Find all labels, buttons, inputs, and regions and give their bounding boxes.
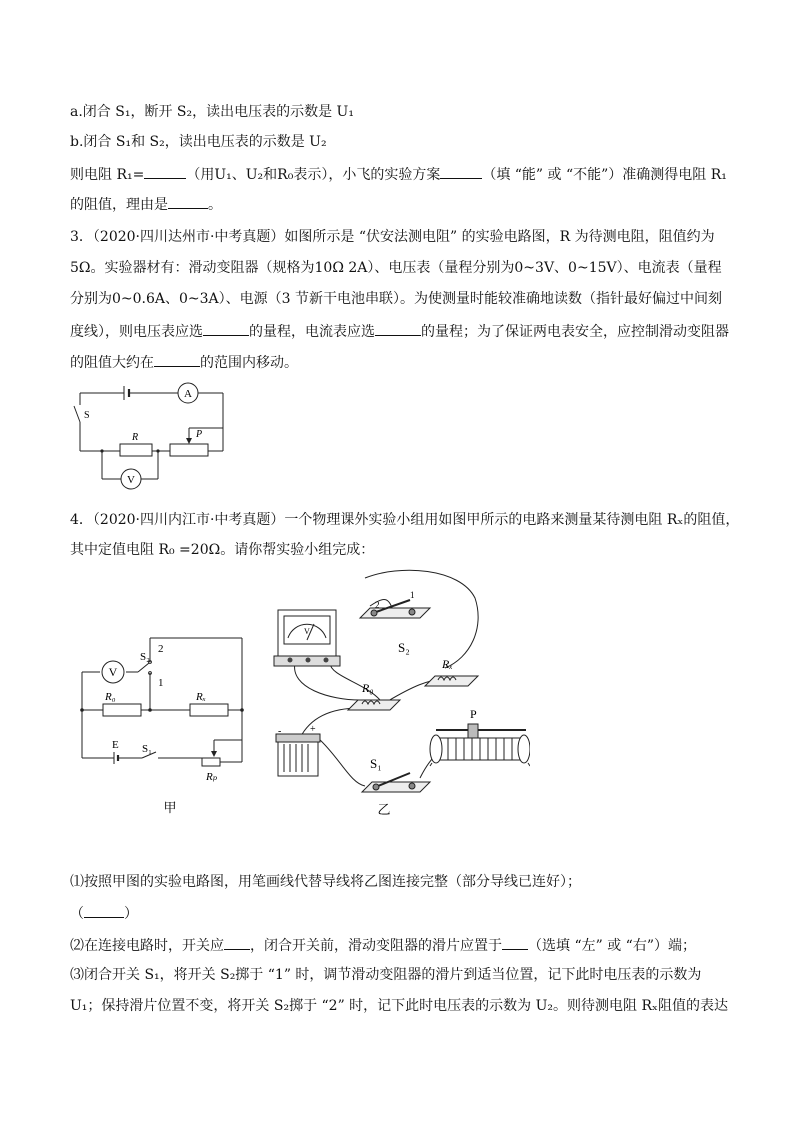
- q3-line-2: 5Ω。实验器材有：滑动变阻器（规格为10Ω 2A）、电压表（量程分别为0~3V、0~15V）、电流表（量程: [70, 260, 722, 276]
- switch-s2: [360, 590, 430, 618]
- yi-r0-label: R₀: [362, 681, 374, 695]
- q3-line-1: 3．（2020·四川达州市·中考真题）如图所示是 “伏安法测电阻” 的实验电路图，R 为待测电阻，阻值约为: [70, 229, 715, 245]
- q4-sub3-line-2: U₁；保持滑片位置不变，将开关 S₂掷于 “2” 时，记下此时电压表的示数为 U₂。则待测电阻 Rₓ阻值的表达: [70, 998, 728, 1014]
- q4-sub1-answer: [70, 903, 138, 923]
- yi-caption: 乙: [377, 802, 391, 817]
- q3-text-4a: 度线），则电压表应选: [70, 324, 203, 340]
- battery-pack: [276, 724, 320, 776]
- jia-e-label: E: [112, 739, 119, 751]
- svg-text:-: -: [278, 726, 282, 737]
- q3-text-4b: 的量程，电流表应选: [249, 324, 375, 340]
- q2-result-line: [70, 164, 727, 184]
- q2-step-a: a.闭合 S₁，断开 S₂，读出电压表的示数是 U₁: [70, 104, 354, 120]
- q4-sub2-text-c: （选填 “左” 或 “右”）端；: [528, 938, 696, 954]
- q4-sub1: ⑴按照甲图的实验电路图，用笔画线代替导线将乙图连接完整（部分导线已连好）；: [70, 874, 581, 890]
- answer-blank[interactable]: [144, 164, 186, 179]
- q4-apparatus-yi: [270, 568, 530, 820]
- q3-text-4c: 的量程；为了保证两电表安全，应控制滑动变阻器: [421, 324, 729, 340]
- yi-s2-pos1: 1: [410, 590, 415, 600]
- q3-circuit-diagram: [60, 378, 240, 496]
- q4-line-1: 4．（2020·四川内江市·中考真题）一个物理课外实验小组用如图甲所示的电路来测量某待测电阻 Rₓ的阻值，: [70, 512, 740, 528]
- q3-line-4: [70, 321, 729, 341]
- q3-switch-label: S: [84, 410, 90, 421]
- jia-rp-label: Rₚ: [206, 771, 218, 783]
- q3-line-3: 分别为0~0.6A、0~3A）、电源（3 节新干电池串联）。为使测量时能较准确地读数（指针最好偏过中间刻: [70, 291, 723, 307]
- answer-blank[interactable]: [203, 321, 249, 336]
- answer-blank[interactable]: [168, 194, 208, 209]
- yi-s2-label: S₂: [398, 640, 410, 655]
- answer-blank[interactable]: [84, 903, 124, 918]
- q2-reason-line: [70, 194, 222, 214]
- q3-text-5a: 的阻值大约在: [70, 355, 154, 371]
- q3-text-5b: 的范围内移动。: [200, 355, 298, 371]
- q4-line-2: 其中定值电阻 R₀ =20Ω。请你帮实验小组完成：: [70, 542, 375, 558]
- q3-slider-label: P: [196, 429, 203, 440]
- q2-result-text-2: （用U₁、U₂和R₀表示），小飞的实验方案: [186, 167, 441, 183]
- q2-result-text-3: （填 “能” 或 “不能”）准确测得电阻 R₁: [482, 167, 727, 183]
- switch-s1: [362, 773, 430, 792]
- q4-sub2-text-a: ⑵在连接电路时，开关应: [70, 938, 224, 954]
- q4-sub2-text-b: ，闭合开关前，滑动变阻器的滑片应置于: [250, 938, 502, 954]
- q2-result-text-1: 则电阻 R₁=: [70, 167, 145, 183]
- yi-s2-pos2: 2: [375, 600, 380, 610]
- q3-voltmeter-label: V: [127, 474, 135, 486]
- jia-rx-label: Rₓ: [196, 691, 206, 703]
- jia-s1-label: S₁: [142, 743, 152, 755]
- rheostat: [430, 724, 530, 766]
- q4-sub3-line-1: ⑶闭合开关 S₁，将开关 S₂掷于 “1” 时，调节滑动变阻器的滑片到适当位置，记下此时电压表的示数为: [70, 967, 702, 983]
- q3-resistor-label: R: [132, 432, 139, 443]
- yi-voltmeter-v: V: [304, 627, 310, 636]
- yi-s1-label: S₁: [370, 756, 382, 771]
- answer-blank[interactable]: [502, 935, 528, 950]
- jia-voltmeter-label: V: [108, 665, 118, 679]
- voltmeter-instrument: [274, 610, 340, 666]
- yi-p-label: P: [470, 707, 477, 721]
- resistor-r0: [348, 700, 400, 710]
- answer-blank[interactable]: [154, 352, 200, 367]
- answer-blank[interactable]: [224, 935, 250, 950]
- jia-caption: 甲: [163, 800, 177, 815]
- q2-reason-text-1: 的阻值，理由是: [70, 197, 168, 213]
- jia-pos1-label: 1: [158, 677, 164, 689]
- resistor-rx: [425, 676, 478, 686]
- answer-blank[interactable]: [375, 321, 421, 336]
- paren-close: ）: [124, 906, 138, 922]
- jia-r0-label: R₀: [105, 691, 116, 703]
- q3-ammeter-label: A: [184, 388, 192, 400]
- q2-reason-text-2: 。: [208, 197, 222, 213]
- paren-open: （: [70, 906, 84, 922]
- yi-rx-label: Rₓ: [442, 657, 453, 671]
- q2-step-b: b.闭合 S₁和 S₂，读出电压表的示数是 U₂: [70, 134, 327, 150]
- jia-pos2-label: 2: [158, 643, 164, 655]
- jia-s2-label: S₂: [140, 651, 150, 663]
- svg-text:+: +: [310, 724, 316, 735]
- q4-sub2: [70, 935, 696, 955]
- q4-circuit-jia: [70, 630, 260, 820]
- answer-blank[interactable]: [440, 164, 482, 179]
- q3-line-5: [70, 352, 298, 372]
